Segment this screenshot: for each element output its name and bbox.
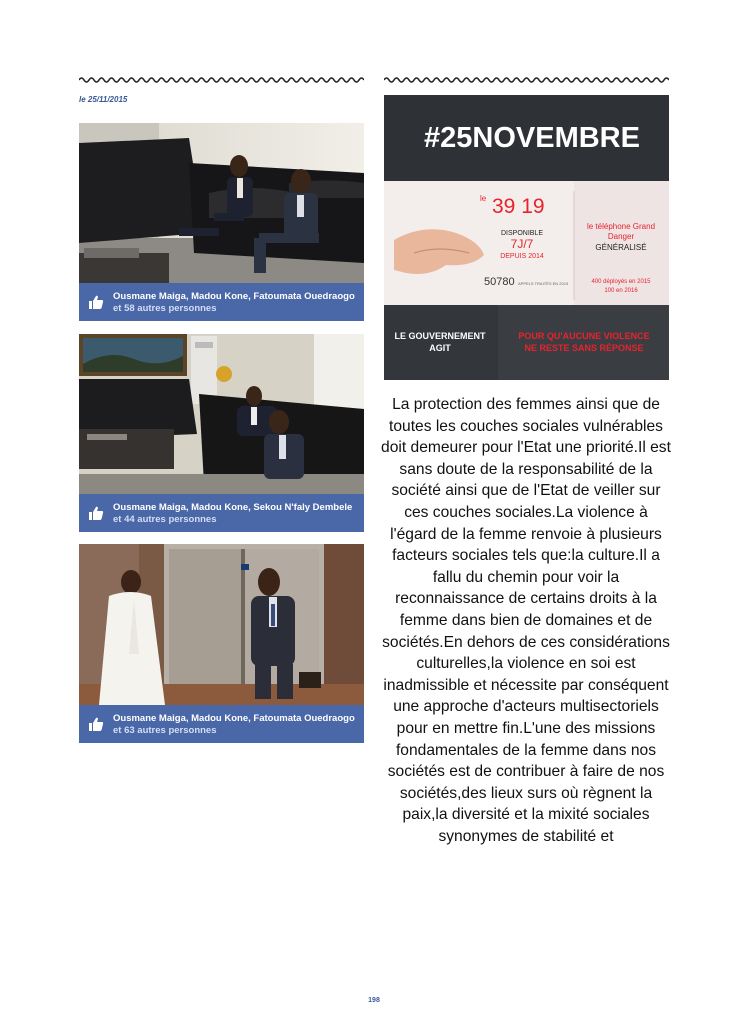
poster-calls-count: 50780 bbox=[484, 276, 515, 288]
page-number: 198 bbox=[368, 997, 380, 1004]
photo-office-sofa-2[interactable] bbox=[79, 334, 364, 494]
liker-names[interactable]: Ousmane Maiga, Madou Kone, Fatoumata Ouedraogo bbox=[113, 291, 355, 302]
other-likers-link[interactable]: 58 autres personnes bbox=[124, 303, 217, 314]
poster-number: 39 19 bbox=[492, 195, 545, 218]
poster-phone-line2: Danger bbox=[607, 232, 635, 241]
thumbs-up-icon[interactable] bbox=[88, 505, 104, 521]
liker-names[interactable]: Ousmane Maiga, Madou Kone, Sekou N'faly Dembele bbox=[113, 502, 353, 513]
caption-and: et bbox=[113, 514, 122, 525]
poster-gov-line2: AGIT bbox=[429, 343, 451, 353]
article-body: La protection des femmes ainsi que de toutes les couches sociales vulnérables doit demeurer pour l'Etat une priorité.Il est sans doute de la responsabilité de la société ainsi que de l'Etat de veiller sur ces couches sociales.La violence à l'égard de la femme renvoie à plusieurs facteurs sociales tels que:la culture.Il a fallu du chemin pour voir la reconnaissance de certains droits à la femme dans bien de domaines et de sociétés.En dehors de ces considérations culturelles,la violence en soi est inadmissible et nécessite par conséquent une approche d'acteurs multisectoriels pour en mettre fin.L'une des missions fondamentales de la femme dans nos sociétés est de contribuer à faire de nos sociétés,des lieux surs où règnent la paix,la diversité et la mixité sociales synonymes de stabilité et bbox=[381, 396, 671, 845]
right-wave-divider bbox=[384, 74, 669, 86]
likes-caption-1 bbox=[79, 283, 364, 321]
poster-calls-label: APPELS TRAITÉS EN 2015 bbox=[518, 281, 569, 286]
other-likers-link[interactable]: 63 autres personnes bbox=[124, 725, 217, 736]
photo-elevator[interactable] bbox=[79, 544, 364, 705]
caption-and: et bbox=[113, 725, 122, 736]
poster-slogan-line1: POUR QU'AUCUNE VIOLENCE bbox=[518, 331, 650, 341]
post-date: le 25/11/2015 bbox=[79, 95, 128, 104]
poster-hashtag: #25NOVEMBRE bbox=[424, 122, 640, 154]
poster-phone-line1: le téléphone Grand bbox=[586, 222, 656, 231]
poster-phone-line3: GÉNÉRALISÉ bbox=[595, 243, 647, 252]
likes-caption-2 bbox=[79, 494, 364, 532]
poster-gov-line1: LE GOUVERNEMENT bbox=[394, 331, 486, 341]
likes-caption-3 bbox=[79, 705, 364, 743]
thumbs-up-icon[interactable] bbox=[88, 716, 104, 732]
poster-schedule: 7J/7 bbox=[510, 237, 534, 251]
poster-deploy-line2: 100 en 2016 bbox=[604, 288, 638, 294]
poster-available: DISPONIBLE bbox=[500, 230, 544, 237]
other-likers-link[interactable]: 44 autres personnes bbox=[124, 514, 217, 525]
left-wave-divider bbox=[79, 74, 364, 86]
poster-number-prefix: le bbox=[480, 194, 487, 203]
photo-post-3 bbox=[79, 544, 364, 743]
poster-since: DEPUIS 2014 bbox=[500, 253, 544, 260]
thumbs-up-icon[interactable] bbox=[88, 294, 104, 310]
poster-slogan-line2: NE RESTE SANS RÉPONSE bbox=[524, 343, 644, 353]
photo-post-2 bbox=[79, 334, 364, 532]
poster-deploy-line1: 400 déployés en 2015 bbox=[591, 279, 651, 285]
photo-office-sofa-1[interactable] bbox=[79, 123, 364, 283]
photo-post-1 bbox=[79, 123, 364, 321]
caption-and: et bbox=[113, 303, 122, 314]
liker-names[interactable]: Ousmane Maiga, Madou Kone, Fatoumata Ouedraogo bbox=[113, 713, 355, 724]
campaign-poster bbox=[384, 95, 669, 380]
